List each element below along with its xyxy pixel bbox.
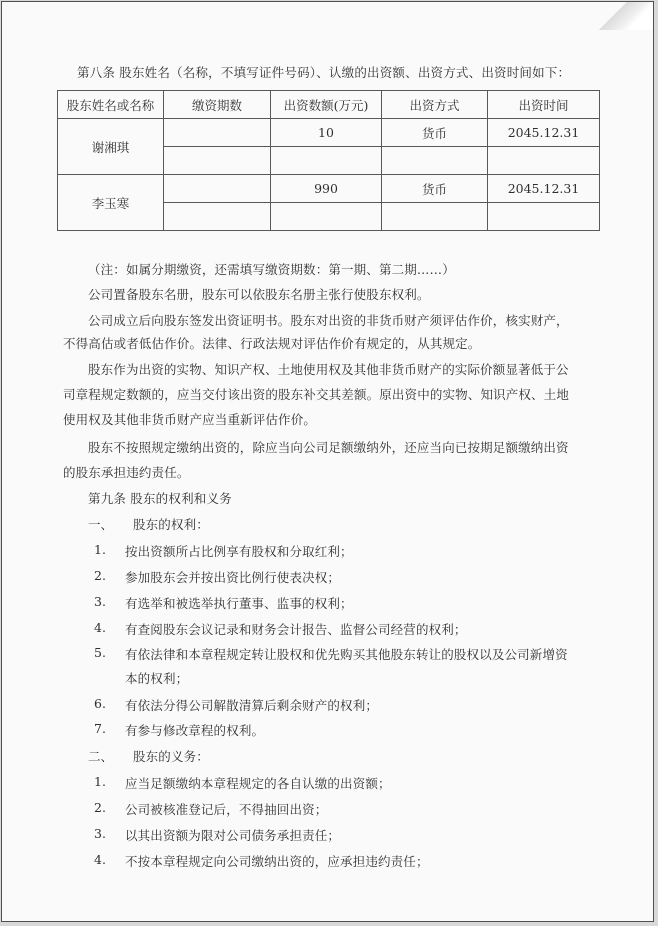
header-payment-period: 缴资期数 xyxy=(164,91,271,119)
list-item-number: 7. xyxy=(94,721,106,736)
shareholder-name-cell: 李玉寒 xyxy=(58,175,164,231)
list-item-number: 1. xyxy=(94,542,106,557)
table-row xyxy=(58,175,600,203)
list-item: 以其出资额为限对公司债务承担责任； xyxy=(125,828,341,843)
paragraph-valuation-line-3: 使用权及其他非货币财产应当重新评估作价。 xyxy=(63,412,317,427)
list-item: 不按本章程规定向公司缴纳出资的，应承担违约责任； xyxy=(125,854,429,869)
amount-cell xyxy=(271,203,382,231)
method-cell xyxy=(382,203,488,231)
list-item-number: 3. xyxy=(94,826,106,841)
folded-corner xyxy=(597,2,653,30)
installment-note: （注：如属分期缴资，还需填写缴资期数：第一期、第二期……） xyxy=(88,262,455,277)
paragraph-valuation-line-2: 司章程规定数额的，应当交付该出资的股东补交其差额。原出资中的实物、知识产权、土地 xyxy=(63,387,570,402)
list-item-number: 4. xyxy=(94,620,106,635)
paragraph-default-line-1: 股东不按照规定缴纳出资的，除应当向公司足额缴纳外，还应当向已按期足额缴纳出资 xyxy=(88,440,569,455)
article-8-title: 第八条 股东姓名（名称，不填写证件号码）、认缴的出资额、出资方式、出资时间如下： xyxy=(77,65,571,80)
amount-cell: 990 xyxy=(271,175,382,203)
list-item: 有依法律和本章程规定转让股权和优先购买其他股东转让的股权以及公司新增资 xyxy=(125,647,568,662)
period-cell xyxy=(164,175,271,203)
rights-section-heading: 股东的权利： xyxy=(133,517,209,532)
header-contribution-date: 出资时间 xyxy=(488,91,600,119)
paragraph-default-line-2: 的股东承担违约责任。 xyxy=(63,465,190,480)
list-item-continuation: 本的权利； xyxy=(125,671,189,686)
paragraph-valuation-line-1: 股东作为出资的实物、知识产权、土地使用权及其他非货币财产的实际价额显著低于公 xyxy=(88,362,569,377)
header-contribution-method: 出资方式 xyxy=(382,91,488,119)
header-shareholder-name: 股东姓名或名称 xyxy=(58,91,164,119)
list-item: 应当足额缴纳本章程规定的各自认缴的出资额； xyxy=(125,776,391,791)
rights-section-marker: 一、 xyxy=(88,517,114,532)
list-item: 有选举和被选举执行董事、监事的权利； xyxy=(125,596,353,611)
list-item-number: 1. xyxy=(94,774,106,789)
table-header-row xyxy=(58,91,600,119)
period-cell xyxy=(164,203,271,231)
list-item-number: 2. xyxy=(94,800,106,815)
date-cell xyxy=(488,147,600,175)
method-cell xyxy=(382,147,488,175)
table-row xyxy=(58,119,600,147)
paragraph-certificate-line-1: 公司成立后向股东签发出资证明书。股东对出资的非货币财产须评估作价，核实财产， xyxy=(88,313,569,328)
period-cell xyxy=(164,119,271,147)
list-item-number: 6. xyxy=(94,696,106,711)
shareholder-contribution-table xyxy=(57,90,600,231)
list-item-number: 5. xyxy=(94,645,106,660)
list-item-number: 4. xyxy=(94,852,106,867)
document-page xyxy=(1,1,654,922)
shareholder-name-cell: 谢湘琪 xyxy=(58,119,164,175)
list-item: 公司被核准登记后，不得抽回出资； xyxy=(125,802,328,817)
obligations-section-marker: 二、 xyxy=(88,749,114,764)
method-cell: 货币 xyxy=(382,175,488,203)
date-cell xyxy=(488,203,600,231)
article-9-title: 第九条 股东的权利和义务 xyxy=(88,491,232,506)
list-item: 有参与修改章程的权利。 xyxy=(125,723,265,738)
method-cell: 货币 xyxy=(382,119,488,147)
amount-cell xyxy=(271,147,382,175)
paragraph-certificate-line-2: 不得高估或者低估作价。法律、行政法规对评估作价有规定的，从其规定。 xyxy=(63,336,481,351)
amount-cell: 10 xyxy=(271,119,382,147)
list-item-number: 2. xyxy=(94,568,106,583)
list-item: 有依法分得公司解散清算后剩余财产的权利； xyxy=(125,698,379,713)
date-cell: 2045.12.31 xyxy=(488,175,600,203)
list-item: 有查阅股东会议记录和财务会计报告、监督公司经营的权利； xyxy=(125,622,467,637)
obligations-section-heading: 股东的义务： xyxy=(133,749,209,764)
header-contribution-amount: 出资数额(万元) xyxy=(271,91,382,119)
list-item-number: 3. xyxy=(94,594,106,609)
list-item: 参加股东会并按出资比例行使表决权； xyxy=(125,570,341,585)
list-item: 按出资额所占比例享有股权和分取红利； xyxy=(125,544,353,559)
paragraph-register: 公司置备股东名册，股东可以依股东名册主张行使股东权利。 xyxy=(88,287,430,302)
period-cell xyxy=(164,147,271,175)
date-cell: 2045.12.31 xyxy=(488,119,600,147)
